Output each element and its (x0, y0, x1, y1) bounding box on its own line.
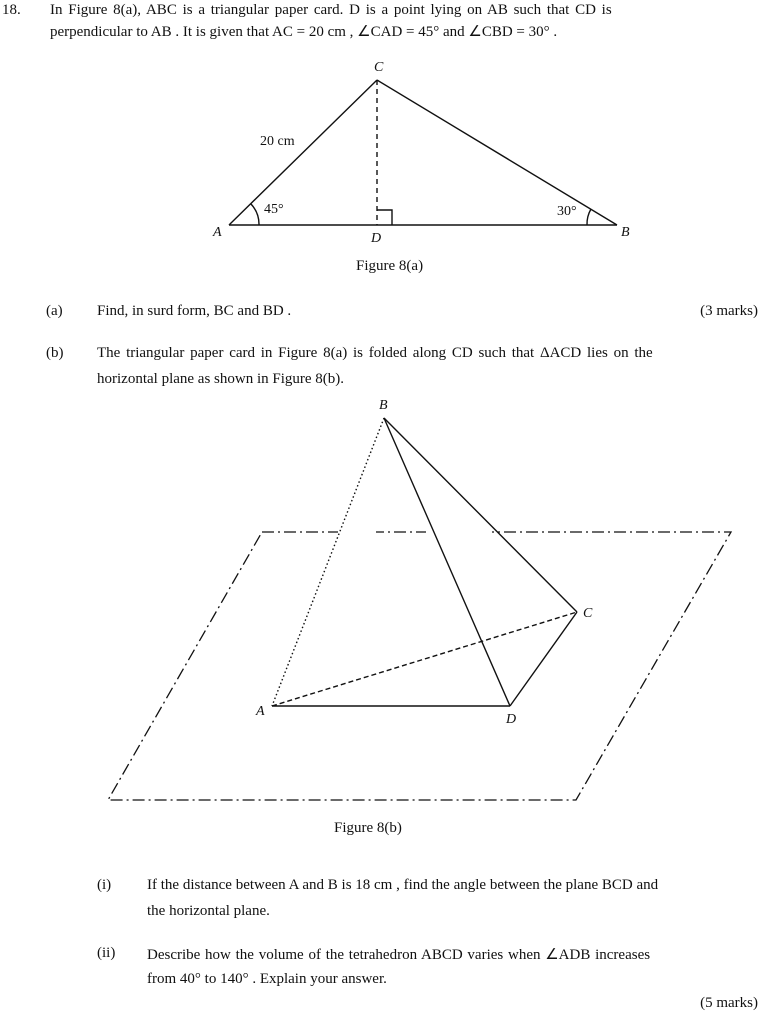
part-b-i-text-line-1: If the distance between A and B is 18 cm , find the angle between the plane BCD and (147, 877, 659, 893)
part-a-text: Find, in surd form, BC and BD . (97, 303, 292, 319)
part-b-ii-text-line-2: from 40° to 140° . Explain your answer. (147, 971, 387, 987)
part-b-i-label: (i) (97, 877, 112, 893)
edge-ab-dotted (272, 418, 384, 706)
part-b-i-text-line-2: the horizontal plane. (147, 903, 270, 919)
question-number: 18. (2, 2, 21, 18)
horizontal-plane (108, 532, 731, 800)
fold-vertex-label-c: C (583, 606, 593, 621)
angle-label-b: 30° (557, 204, 577, 219)
part-b-ii-text-line-1: Describe how the volume of the tetrahedron ABCD varies when ∠ADB increases (147, 947, 651, 963)
part-b-marks: (5 marks) (700, 995, 758, 1011)
figure-8b-caption: Figure 8(b) (334, 820, 402, 836)
angle-label-a: 45° (264, 202, 284, 217)
edge-cd (510, 612, 577, 706)
fold-vertex-label-d: D (506, 712, 517, 727)
vertex-label-b: B (621, 225, 630, 240)
part-b-text-line-1: The triangular paper card in Figure 8(a) is folded along CD such that ΔACD lies on the (97, 345, 653, 361)
part-b-ii-label: (ii) (97, 945, 116, 961)
vertex-label-a: A (213, 225, 222, 240)
vertex-label-c: C (374, 60, 384, 75)
edge-bd (384, 418, 510, 706)
part-a-marks: (3 marks) (700, 303, 758, 319)
edge-bc (384, 418, 577, 612)
part-b-text-line-2: horizontal plane as shown in Figure 8(b). (97, 371, 345, 387)
part-b-label: (b) (46, 345, 64, 361)
question-intro-line-2: perpendicular to AB . It is given that AC = 20 cm , ∠CAD = 45° and ∠CBD = 30° . (50, 24, 558, 40)
side-label-ac: 20 cm (260, 134, 295, 149)
question-intro-line-1: In Figure 8(a), ABC is a triangular paper card. D is a point lying on AB such that CD is (50, 2, 612, 18)
fold-vertex-label-b: B (379, 398, 388, 413)
fold-vertex-label-a: A (256, 704, 265, 719)
edge-ac-dashed (272, 612, 577, 706)
figure-8a-caption: Figure 8(a) (356, 258, 424, 274)
part-a-label: (a) (46, 303, 63, 319)
vertex-label-d: D (371, 231, 382, 246)
